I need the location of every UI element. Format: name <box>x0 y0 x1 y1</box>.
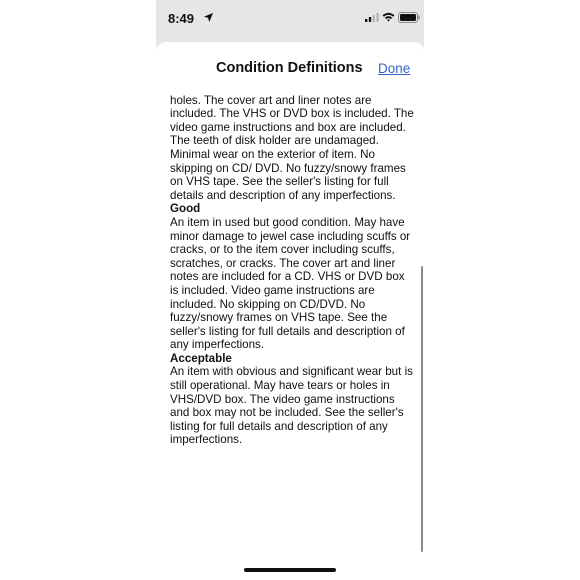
battery-icon <box>398 12 420 23</box>
definitions-content[interactable] <box>170 80 416 447</box>
sheet-header <box>156 42 424 92</box>
done-button[interactable]: Done <box>378 61 411 76</box>
phone-screen <box>156 0 424 580</box>
sheet-title: Condition Definitions <box>216 60 363 76</box>
section-title-good: Good <box>170 202 201 216</box>
section-body-good: An item in used but good condition. May have minor damage to jewel case including scuffs or cracks, or to the item cover including scuffs, scratches, or cracks. The cover art and liner notes are included for a CD. VHS or DVD box is included. Video game instructions are included. No skipping on CD/DVD. No fuzzy/snowy frames on VHS tape. See the seller's listing for full details and description of any imperfections. <box>170 215 411 352</box>
status-time: 8:49 <box>168 11 195 26</box>
status-bar <box>156 0 424 40</box>
cellular-signal-icon <box>365 13 379 22</box>
intro-paragraph: holes. The cover art and liner notes are included. The VHS or DVD box is included. The video game instructions and box are included. The teeth of disk holder are undamaged. Minimal wear on the exterior of item. No skipping on CD/ DVD. No fuzzy/snowy frames on VHS tape. See the seller's listing for full details and description of any imperfections. <box>170 93 414 202</box>
wifi-icon <box>382 12 395 22</box>
location-arrow-icon <box>203 12 214 23</box>
section-title-acceptable: Acceptable <box>170 351 232 365</box>
scrollbar[interactable] <box>421 266 423 552</box>
section-body-acceptable: An item with obvious and significant wear but is still operational. May have tears or holes in VHS/DVD box. The video game instructions and box may not be included. See the seller's listing for full details and description of any imperfections. <box>170 365 413 447</box>
home-indicator[interactable] <box>244 568 336 572</box>
condition-definitions-sheet <box>156 42 424 580</box>
